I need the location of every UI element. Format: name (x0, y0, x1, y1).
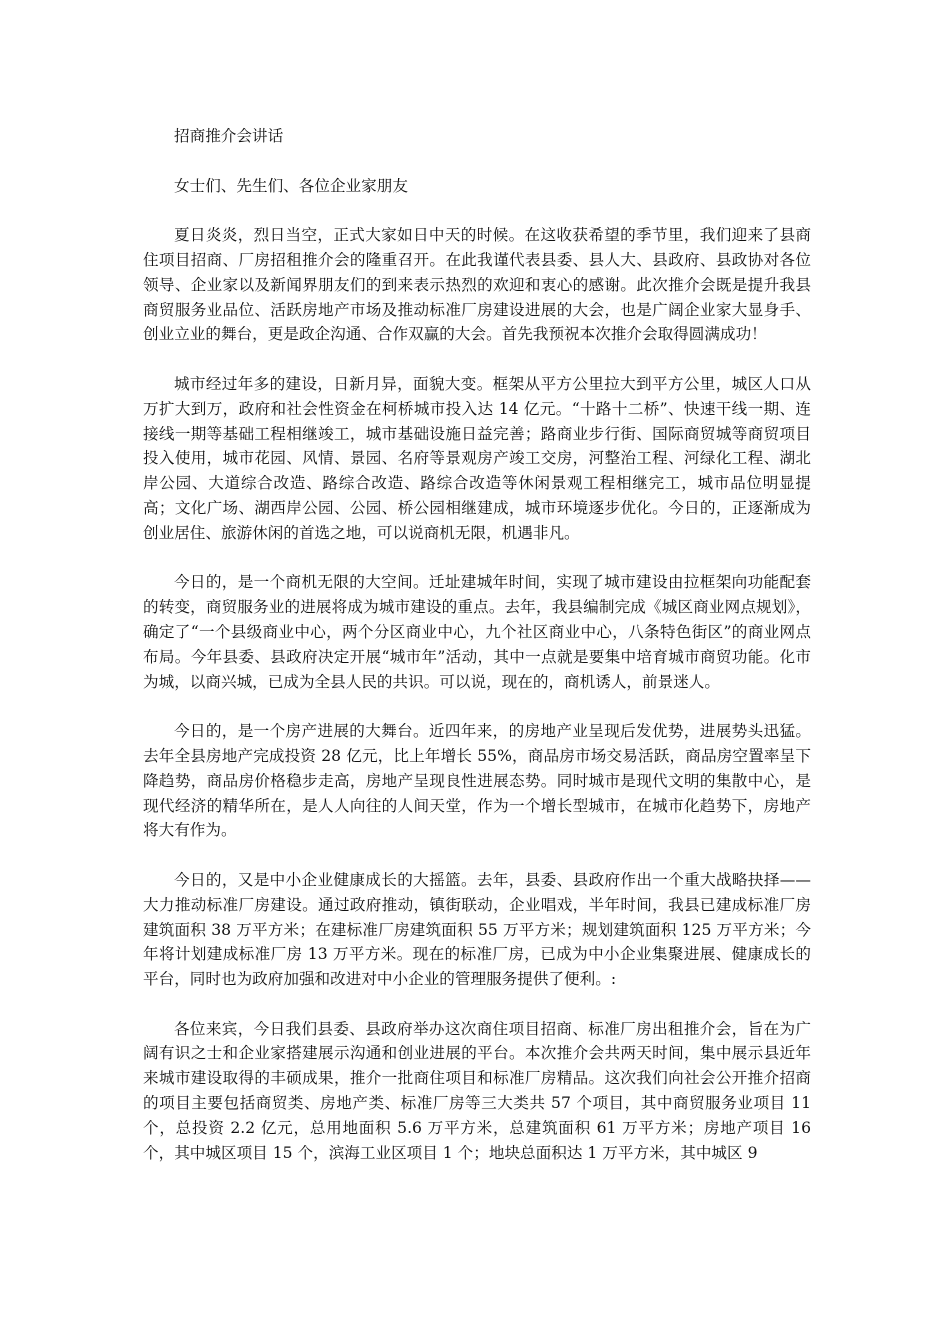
document-title: 招商推介会讲话 (174, 127, 284, 145)
paragraph-city-development: 城市经过年多的建设，日新月异，面貌大变。框架从平方公里拉大到平方公里，城区人口从万扩大到万，政府和社会性资金在柯桥城市投入达 14 亿元。“十路十二桥”、快速干线一期、连接线一期等基础工程相继竣工，城市基础设施日益完善；路商业步行街、国际商贸城等商贸项目投入使用，城市花园、风情、景园、名府等景观房产竣工交房，河整治工程、河绿化工程、湖北岸公园、大道综合改造、路综合改造、路综合改造等休闲景观工程相继完工，城市品位明显提高；文化广场、湖西岸公园、公园、桥公园相继建成，城市环境逐步优化。今日的，正逐渐成为创业居住、旅游休闲的首选之地，可以说商机无限，机遇非凡。 (143, 374, 811, 542)
paragraph-business-opportunity: 今日的，是一个商机无限的大空间。迁址建城年时间，实现了城市建设由拉框架向功能配套的转变，商贸服务业的进展将成为城市建设的重点。去年，我县编制完成《城区商业网点规划》，确定了“一个县级商业中心，两个分区商业中心，九个社区商业中心，八条特色街区”的商业网点布局。今年县委、县政府决定开展“城市年”活动，其中一点就是要集中培育城市商贸功能。化市为城，以商兴城，已成为全县人民的共识。可以说，现在的，商机诱人，前景迷人。 (143, 573, 811, 691)
salutation: 女士们、先生们、各位企业家朋友 (174, 176, 408, 195)
paragraph-real-estate: 今日的，是一个房产进展的大舞台。近四年来，的房地产业呈现后发优势，进展势头迅猛。去年全县房地产完成投资 28 亿元，比上年增长 55%，商品房市场交易活跃，商品房空置率呈下降趋势，商品房价格稳步走高，房地产呈现良性进展态势。同时城市是现代文明的集散中心，是现代经济的精华所在，是人人向往的人间天堂，作为一个增长型城市，在城市化趋势下，房地产将大有作为。 (143, 722, 811, 840)
document-body (143, 124, 811, 1190)
paragraph-projects: 各位来宾，今日我们县委、县政府举办这次商住项目招商、标准厂房出租推介会，旨在为广阔有识之士和企业家搭建展示沟通和创业进展的平台。本次推介会共两天时间，集中展示县近年来城市建设取得的丰硕成果，推介一批商住项目和标准厂房精品。这次我们向社会公开推介招商的项目主要包括商贸类、房地产类、标准厂房等三大类共 57 个项目，其中商贸服务业项目 11 个，总投资 2.2 亿元，总用地面积 5.6 万平方米，总建筑面积 61 万平方米；房地产项目 16 个，其中城区项目 15 个，滨海工业区项目 1 个；地块总面积达 1 万平方米，其中城区 9 (143, 1019, 811, 1162)
paragraph-welcome: 夏日炎炎，烈日当空，正式大家如日中天的时候。在这收获希望的季节里，我们迎来了县商住项目招商、厂房招租推介会的隆重召开。在此我谨代表县委、县人大、县政府、县政协对各位领导、企业家以及新闻界朋友们的到来表示热烈的欢迎和衷心的感谢。此次推介会既是提升我县商贸服务业品位、活跃房地产市场及推动标准厂房建设进展的大会，也是广阔企业家大显身手、创业立业的舞台，更是政企沟通、合作双赢的大会。首先我预祝本次推介会取得圆满成功！ (143, 226, 811, 344)
paragraph-standard-factory: 今日的，又是中小企业健康成长的大摇篮。去年，县委、县政府作出一个重大战略抉择——大力推动标准厂房建设。通过政府推动，镇街联动，企业唱戏，半年时间，我县已建成标准厂房建筑面积 38 万平方米；在建标准厂房建筑面积 55 万平方米；规划建筑面积 125 万平方米；今年将计划建成标准厂房 13 万平方米。现在的标准厂房，已成为中小企业集聚进展、健康成长的平台，同时也为政府加强和改进对中小企业的管理服务提供了便利。: (143, 870, 811, 989)
